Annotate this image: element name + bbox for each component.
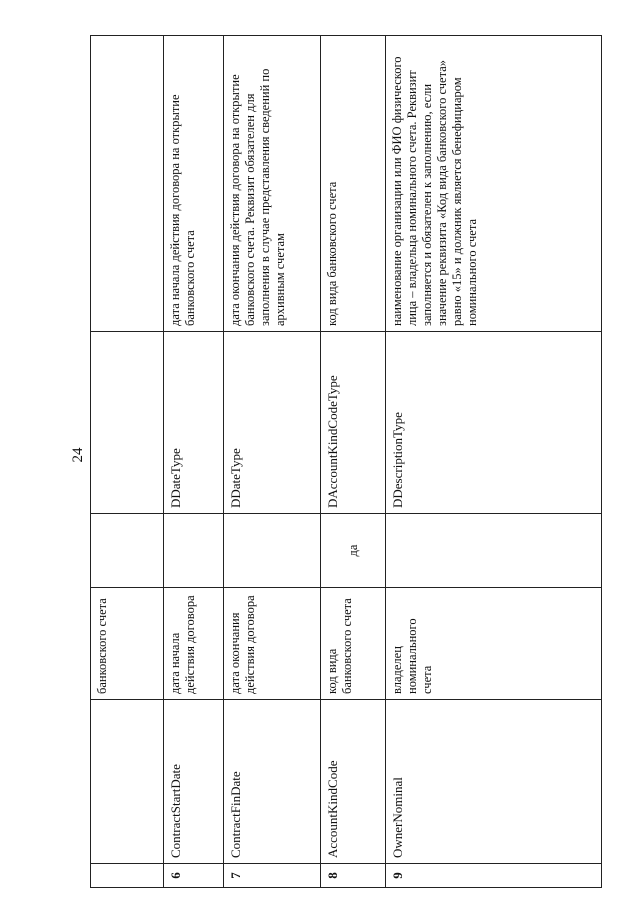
rotated-table-container <box>90 36 602 888</box>
cell-element: ContractStartDate <box>164 700 224 864</box>
cell-description: дата окончания действия договора <box>224 588 321 700</box>
cell-element <box>91 700 164 864</box>
cell-num: 6 <box>164 864 224 888</box>
cell-type <box>91 332 164 514</box>
cell-type: DDescriptionType <box>386 332 602 514</box>
cell-comment <box>91 36 164 332</box>
cell-type: DDateType <box>164 332 224 514</box>
cell-required <box>91 514 164 588</box>
cell-required <box>164 514 224 588</box>
table-row <box>386 36 602 888</box>
cell-element: AccountKindCode <box>321 700 386 864</box>
page-number: 24 <box>70 447 86 463</box>
cell-description: код вида банковского счета <box>321 588 386 700</box>
cell-num: 7 <box>224 864 321 888</box>
cell-comment: код вида банковского счета <box>321 36 386 332</box>
cell-type: DAccountKindCodeType <box>321 332 386 514</box>
table-row <box>224 36 321 888</box>
cell-required <box>224 514 321 588</box>
cell-num: 9 <box>386 864 602 888</box>
cell-required <box>386 514 602 588</box>
table-row <box>164 36 224 888</box>
cell-description: владелец номинального счета <box>386 588 602 700</box>
table-row-continuation <box>91 36 164 888</box>
cell-required: да <box>321 514 386 588</box>
cell-description: дата начала действия договора <box>164 588 224 700</box>
cell-comment: дата окончания действия договора на открытие банковского счета. Реквизит обязателен для заполнения в случае представления сведений по архивным счетам <box>224 36 321 332</box>
cell-num <box>91 864 164 888</box>
requisites-table <box>90 35 602 888</box>
cell-num: 8 <box>321 864 386 888</box>
cell-type: DDateType <box>224 332 321 514</box>
cell-element: OwnerNominal <box>386 700 602 864</box>
cell-comment: наименование организации или ФИО физического лица – владельца номинального счета. Реквизит заполняется и обязателен к заполнению, если значение реквизита «Код вида банковского счета» равно «15» и должник является бенефициаром номинального счета <box>386 36 602 332</box>
cell-element: ContractFinDate <box>224 700 321 864</box>
cell-description: банковского счета <box>91 588 164 700</box>
cell-comment: дата начала действия договора на открытие банковского счета <box>164 36 224 332</box>
table-row <box>321 36 386 888</box>
